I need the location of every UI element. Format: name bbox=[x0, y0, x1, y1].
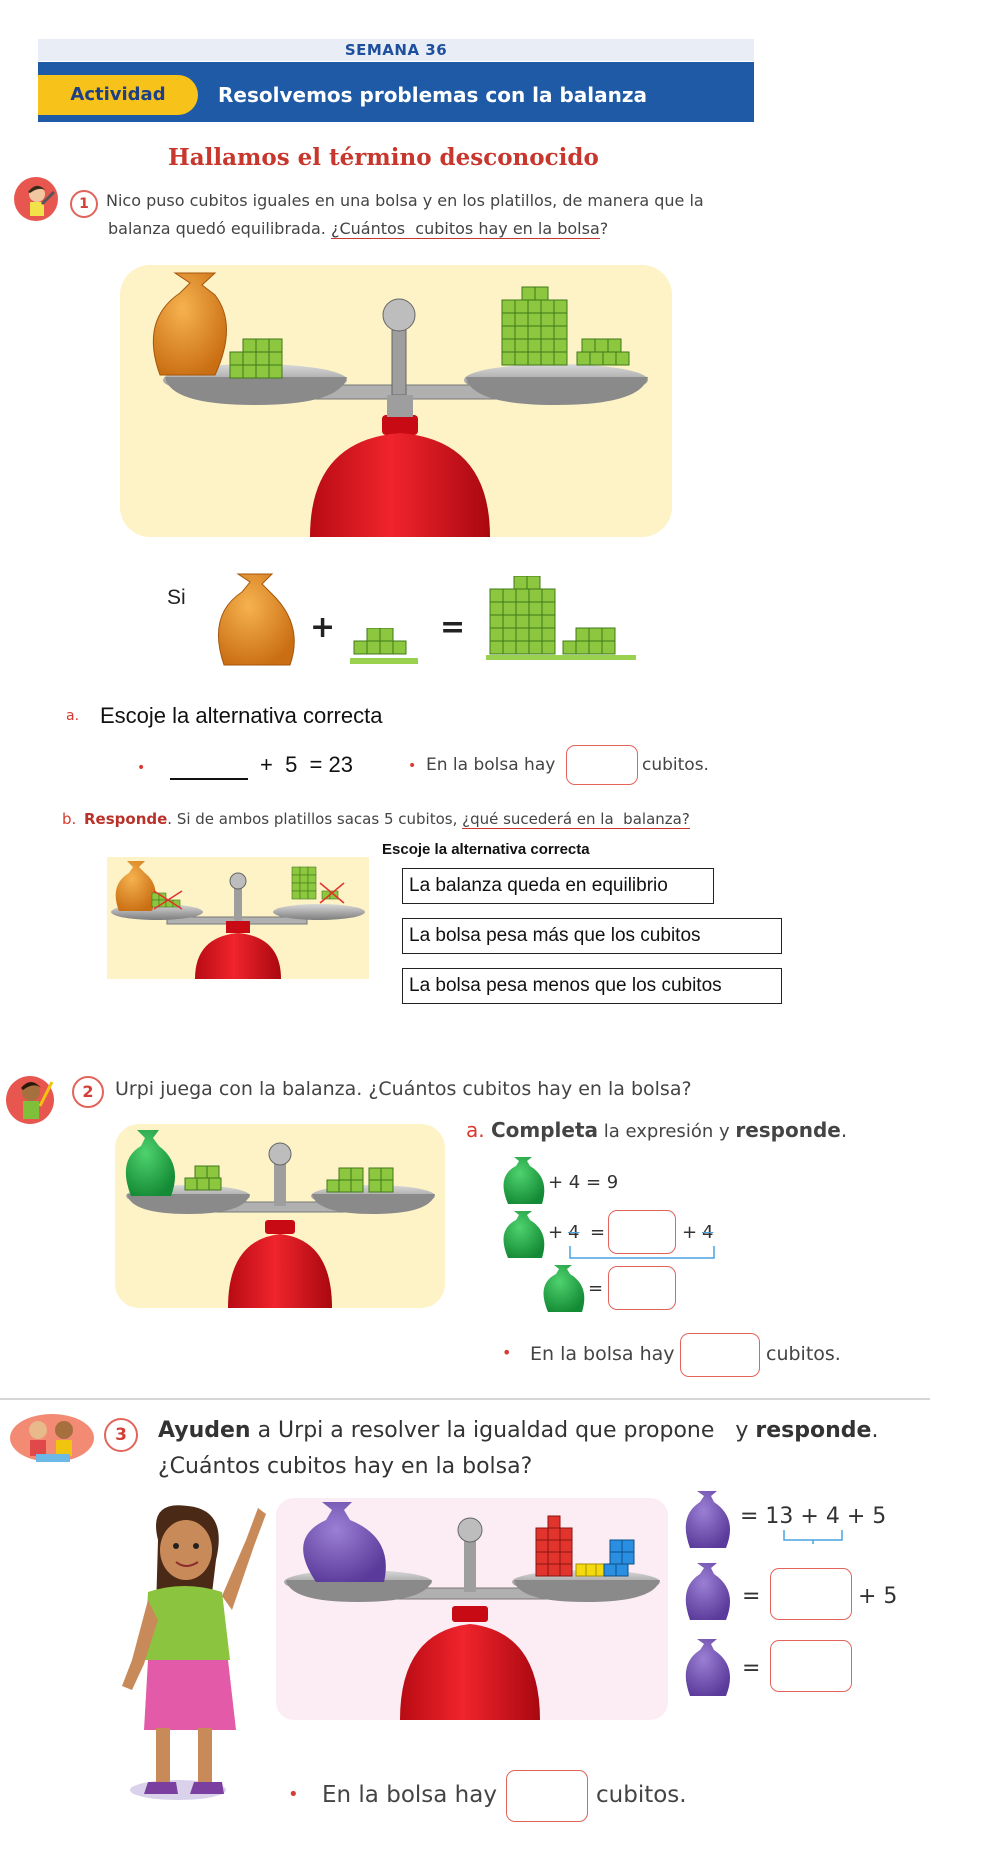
eq-3-box[interactable] bbox=[608, 1266, 676, 1310]
equation-equals: = bbox=[440, 610, 466, 645]
activity-title: Resolvemos problemas con la balanza bbox=[218, 83, 648, 107]
green-bag-icon bbox=[500, 1210, 546, 1260]
problem-2-text: Urpi juega con la balanza. ¿Cuántos cubitos hay en la bolsa? bbox=[115, 1078, 692, 1100]
green-bag-icon bbox=[540, 1264, 586, 1314]
urpi-avatar-icon bbox=[4, 1068, 58, 1130]
purple-bag-icon bbox=[682, 1490, 732, 1550]
connector-bracket bbox=[566, 1246, 722, 1262]
purple-bag-icon bbox=[682, 1638, 732, 1698]
eq-3-line-3-equals: = bbox=[742, 1656, 761, 1681]
balance-purple-illustration bbox=[276, 1498, 668, 1720]
eq-3-line-2-box[interactable] bbox=[770, 1568, 852, 1620]
part-a-instruction: Escoje la alternativa correcta bbox=[100, 703, 383, 728]
equation-si: Si bbox=[167, 586, 186, 609]
problem-3-text-line2: ¿Cuántos cubitos hay en la bolsa? bbox=[158, 1454, 533, 1479]
part-a-expression: + 5 = 23 bbox=[260, 752, 353, 777]
answer-1-box[interactable] bbox=[566, 745, 638, 785]
eq-3-line-3-box[interactable] bbox=[770, 1640, 852, 1692]
purple-bag-icon bbox=[682, 1562, 732, 1622]
eq-2-line-1: + 4 = 9 bbox=[548, 1172, 619, 1193]
connector-bracket bbox=[780, 1528, 846, 1546]
bullet: • bbox=[502, 1343, 512, 1362]
answer-1-prefix: En la bolsa hay bbox=[426, 755, 556, 775]
answer-2-suffix: cubitos. bbox=[766, 1343, 841, 1365]
balance-scale-illustration bbox=[120, 265, 672, 537]
blank-answer-field[interactable] bbox=[170, 756, 248, 780]
bullet: • bbox=[137, 760, 146, 776]
bullet: • bbox=[408, 758, 417, 774]
orange-bag-icon bbox=[212, 570, 302, 670]
equation-plus: + bbox=[310, 610, 336, 645]
problem-1-text-line1: Nico puso cubitos iguales en una bolsa y en los platillos, de manera que la bbox=[106, 191, 704, 210]
eq-2-equals: = bbox=[590, 1222, 606, 1243]
eq-2-plus-right: + bbox=[682, 1222, 698, 1243]
activity-pill: Actividad bbox=[38, 75, 198, 115]
option-bag-heavier[interactable]: La bolsa pesa más que los cubitos bbox=[402, 918, 782, 954]
problem-3-text-line1: Ayuden a Urpi a resolver la igualdad que propone y responde. bbox=[158, 1418, 879, 1443]
bullet: • bbox=[288, 1784, 299, 1805]
girl-illustration bbox=[118, 1500, 276, 1810]
balance-green-illustration bbox=[115, 1124, 445, 1308]
children-reading-icon bbox=[8, 1410, 96, 1464]
problem-1-text-line2: balanza quedó equilibrada. ¿Cuántos cubitos hay en la bolsa? bbox=[108, 219, 609, 238]
eq-3-line-1: = 13 + 4 + 5 bbox=[740, 1504, 887, 1529]
large-cubes-icon bbox=[486, 576, 636, 672]
nico-avatar-icon bbox=[12, 174, 60, 224]
problem-3-number: 3 bbox=[104, 1418, 138, 1452]
small-cubes-icon bbox=[350, 628, 418, 668]
eq-2-plus: + bbox=[548, 1222, 564, 1243]
green-bag-icon bbox=[500, 1156, 546, 1206]
answer-3-box[interactable] bbox=[506, 1770, 588, 1822]
small-balance-illustration bbox=[107, 857, 369, 979]
problem-1-question: ¿Cuántos cubitos hay en la bolsa bbox=[330, 219, 600, 238]
answer-3-suffix: cubitos. bbox=[596, 1782, 687, 1808]
part-a-letter: a. bbox=[66, 708, 80, 724]
choose-label: Escoje la alternativa correcta bbox=[382, 841, 590, 858]
option-equilibrium[interactable]: La balanza queda en equilibrio bbox=[402, 868, 714, 904]
eq-3-line-2-equals: = bbox=[742, 1584, 761, 1609]
answer-2-box[interactable] bbox=[680, 1333, 760, 1377]
eq-2-four: 4 bbox=[568, 1222, 580, 1243]
eq-2-four-right: 4 bbox=[702, 1222, 714, 1243]
answer-1-suffix: cubitos. bbox=[642, 755, 709, 775]
week-label: SEMANA 36 bbox=[38, 39, 754, 61]
problem-1-number: 1 bbox=[70, 190, 98, 218]
part-b-letter: b. bbox=[62, 810, 77, 828]
eq-3-line-2-plus: + 5 bbox=[858, 1584, 898, 1609]
problem-2-number: 2 bbox=[72, 1076, 104, 1108]
answer-3-prefix: En la bolsa hay bbox=[322, 1782, 497, 1808]
section-divider bbox=[0, 1398, 930, 1400]
part-b-text: Responde. Si de ambos platillos sacas 5 cubitos, ¿qué sucederá en la balanza? bbox=[84, 810, 690, 828]
option-bag-lighter[interactable]: La bolsa pesa menos que los cubitos bbox=[402, 968, 782, 1004]
answer-2-prefix: En la bolsa hay bbox=[530, 1343, 675, 1365]
eq-2-line-3: = bbox=[588, 1278, 604, 1299]
section-title: Hallamos el término desconocido bbox=[168, 144, 599, 171]
problem-2-instruction: a. Completa la expresión y responde. bbox=[466, 1118, 848, 1142]
